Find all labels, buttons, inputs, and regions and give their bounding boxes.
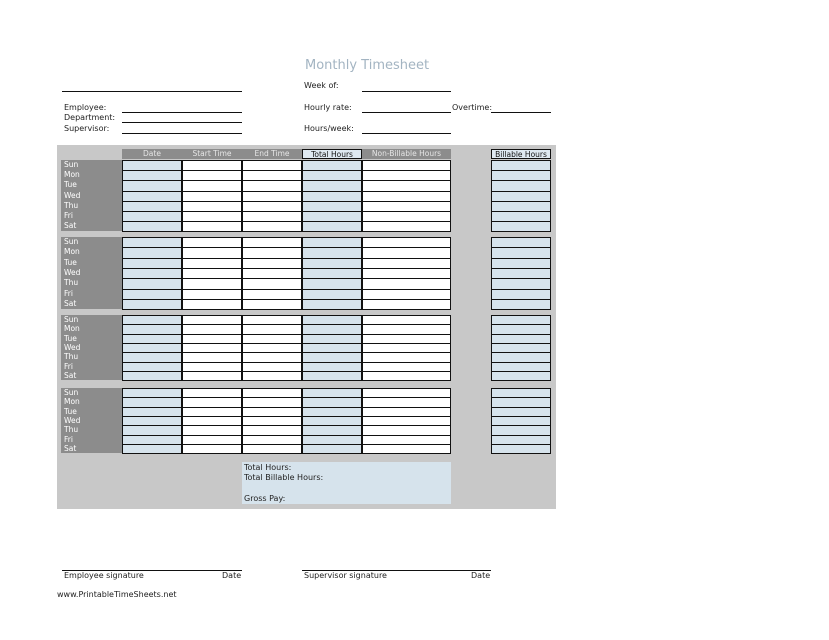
overtime-label: Overtime: — [452, 103, 493, 112]
end-time-cell[interactable] — [242, 371, 302, 381]
total-hours-cell[interactable] — [302, 221, 362, 232]
day-label: Mon — [64, 247, 80, 256]
employee-label: Employee: — [64, 103, 107, 112]
gross-pay-label: Gross Pay: — [244, 494, 286, 503]
department-field[interactable] — [122, 122, 242, 123]
billable-hours-cell[interactable] — [491, 444, 551, 454]
day-label: Thu — [64, 425, 79, 434]
day-label: Thu — [64, 278, 79, 287]
day-label: Wed — [64, 191, 81, 200]
day-label: Tue — [64, 258, 77, 267]
day-label: Sun — [64, 237, 79, 246]
billable-hours-cell[interactable] — [491, 299, 551, 310]
billable-hours-cell[interactable] — [491, 221, 551, 232]
day-label: Sat — [64, 221, 77, 230]
total-hours-cell[interactable] — [302, 444, 362, 454]
day-label: Sun — [64, 388, 79, 397]
day-label: Tue — [64, 407, 77, 416]
supervisor-date-label: Date — [471, 571, 491, 580]
day-label: Sat — [64, 444, 77, 453]
header-start-time: Start Time — [192, 149, 232, 158]
employee-date-label: Date — [222, 571, 242, 580]
end-time-cell[interactable] — [242, 444, 302, 454]
hourly-rate-label: Hourly rate: — [304, 103, 352, 112]
company-name-line[interactable] — [62, 91, 242, 92]
end-time-cell[interactable] — [242, 299, 302, 310]
day-label: Sun — [64, 315, 79, 324]
non-billable-hours-cell[interactable] — [362, 221, 451, 232]
end-time-cell[interactable] — [242, 221, 302, 232]
total-billable-hours-label: Total Billable Hours: — [244, 473, 324, 482]
date-cell[interactable] — [122, 444, 182, 454]
date-cell[interactable] — [122, 221, 182, 232]
footer-url[interactable]: www.PrintableTimeSheets.net — [57, 590, 177, 599]
day-label: Fri — [64, 362, 73, 371]
date-cell[interactable] — [122, 299, 182, 310]
billable-hours-cell[interactable] — [491, 371, 551, 381]
day-label: Wed — [64, 343, 81, 352]
start-time-cell[interactable] — [182, 221, 242, 232]
start-time-cell[interactable] — [182, 444, 242, 454]
hours-week-field[interactable] — [362, 133, 451, 134]
hourly-rate-field[interactable] — [362, 112, 451, 113]
non-billable-hours-cell[interactable] — [362, 299, 451, 310]
overtime-field[interactable] — [491, 112, 551, 113]
total-hours-cell[interactable] — [302, 299, 362, 310]
supervisor-field[interactable] — [122, 133, 242, 134]
day-label: Mon — [64, 170, 80, 179]
employee-signature-label: Employee signature — [64, 571, 144, 580]
day-label: Mon — [64, 324, 80, 333]
non-billable-hours-cell[interactable] — [362, 444, 451, 454]
day-label: Wed — [64, 416, 81, 425]
total-hours-label: Total Hours: — [244, 463, 292, 472]
week-of-label: Week of: — [304, 81, 339, 90]
date-cell[interactable] — [122, 371, 182, 381]
day-label: Sat — [64, 371, 77, 380]
day-label: Tue — [64, 180, 77, 189]
header-date: Date — [143, 149, 161, 158]
day-label: Mon — [64, 397, 80, 406]
start-time-cell[interactable] — [182, 371, 242, 381]
header-end-time: End Time — [254, 149, 290, 158]
header-billable-hours: Billable Hours — [491, 149, 551, 159]
day-label: Fri — [64, 435, 73, 444]
day-label: Tue — [64, 334, 77, 343]
page-title: Monthly Timesheet — [305, 58, 430, 73]
start-time-cell[interactable] — [182, 299, 242, 310]
hours-week-label: Hours/week: — [304, 124, 354, 133]
header-non-billable-hours: Non-Billable Hours — [371, 149, 442, 158]
employee-field[interactable] — [122, 112, 242, 113]
supervisor-label: Supervisor: — [64, 124, 110, 133]
header-total-hours: Total Hours — [302, 149, 362, 159]
day-label: Thu — [64, 352, 79, 361]
day-label: Thu — [64, 201, 79, 210]
day-label: Sun — [64, 160, 79, 169]
week-of-field[interactable] — [362, 91, 451, 92]
day-label: Fri — [64, 211, 73, 220]
department-label: Department: — [64, 113, 116, 122]
day-label: Wed — [64, 268, 81, 277]
day-label: Fri — [64, 289, 73, 298]
non-billable-hours-cell[interactable] — [362, 371, 451, 381]
supervisor-signature-label: Supervisor signature — [304, 571, 387, 580]
day-label: Sat — [64, 299, 77, 308]
total-hours-cell[interactable] — [302, 371, 362, 381]
